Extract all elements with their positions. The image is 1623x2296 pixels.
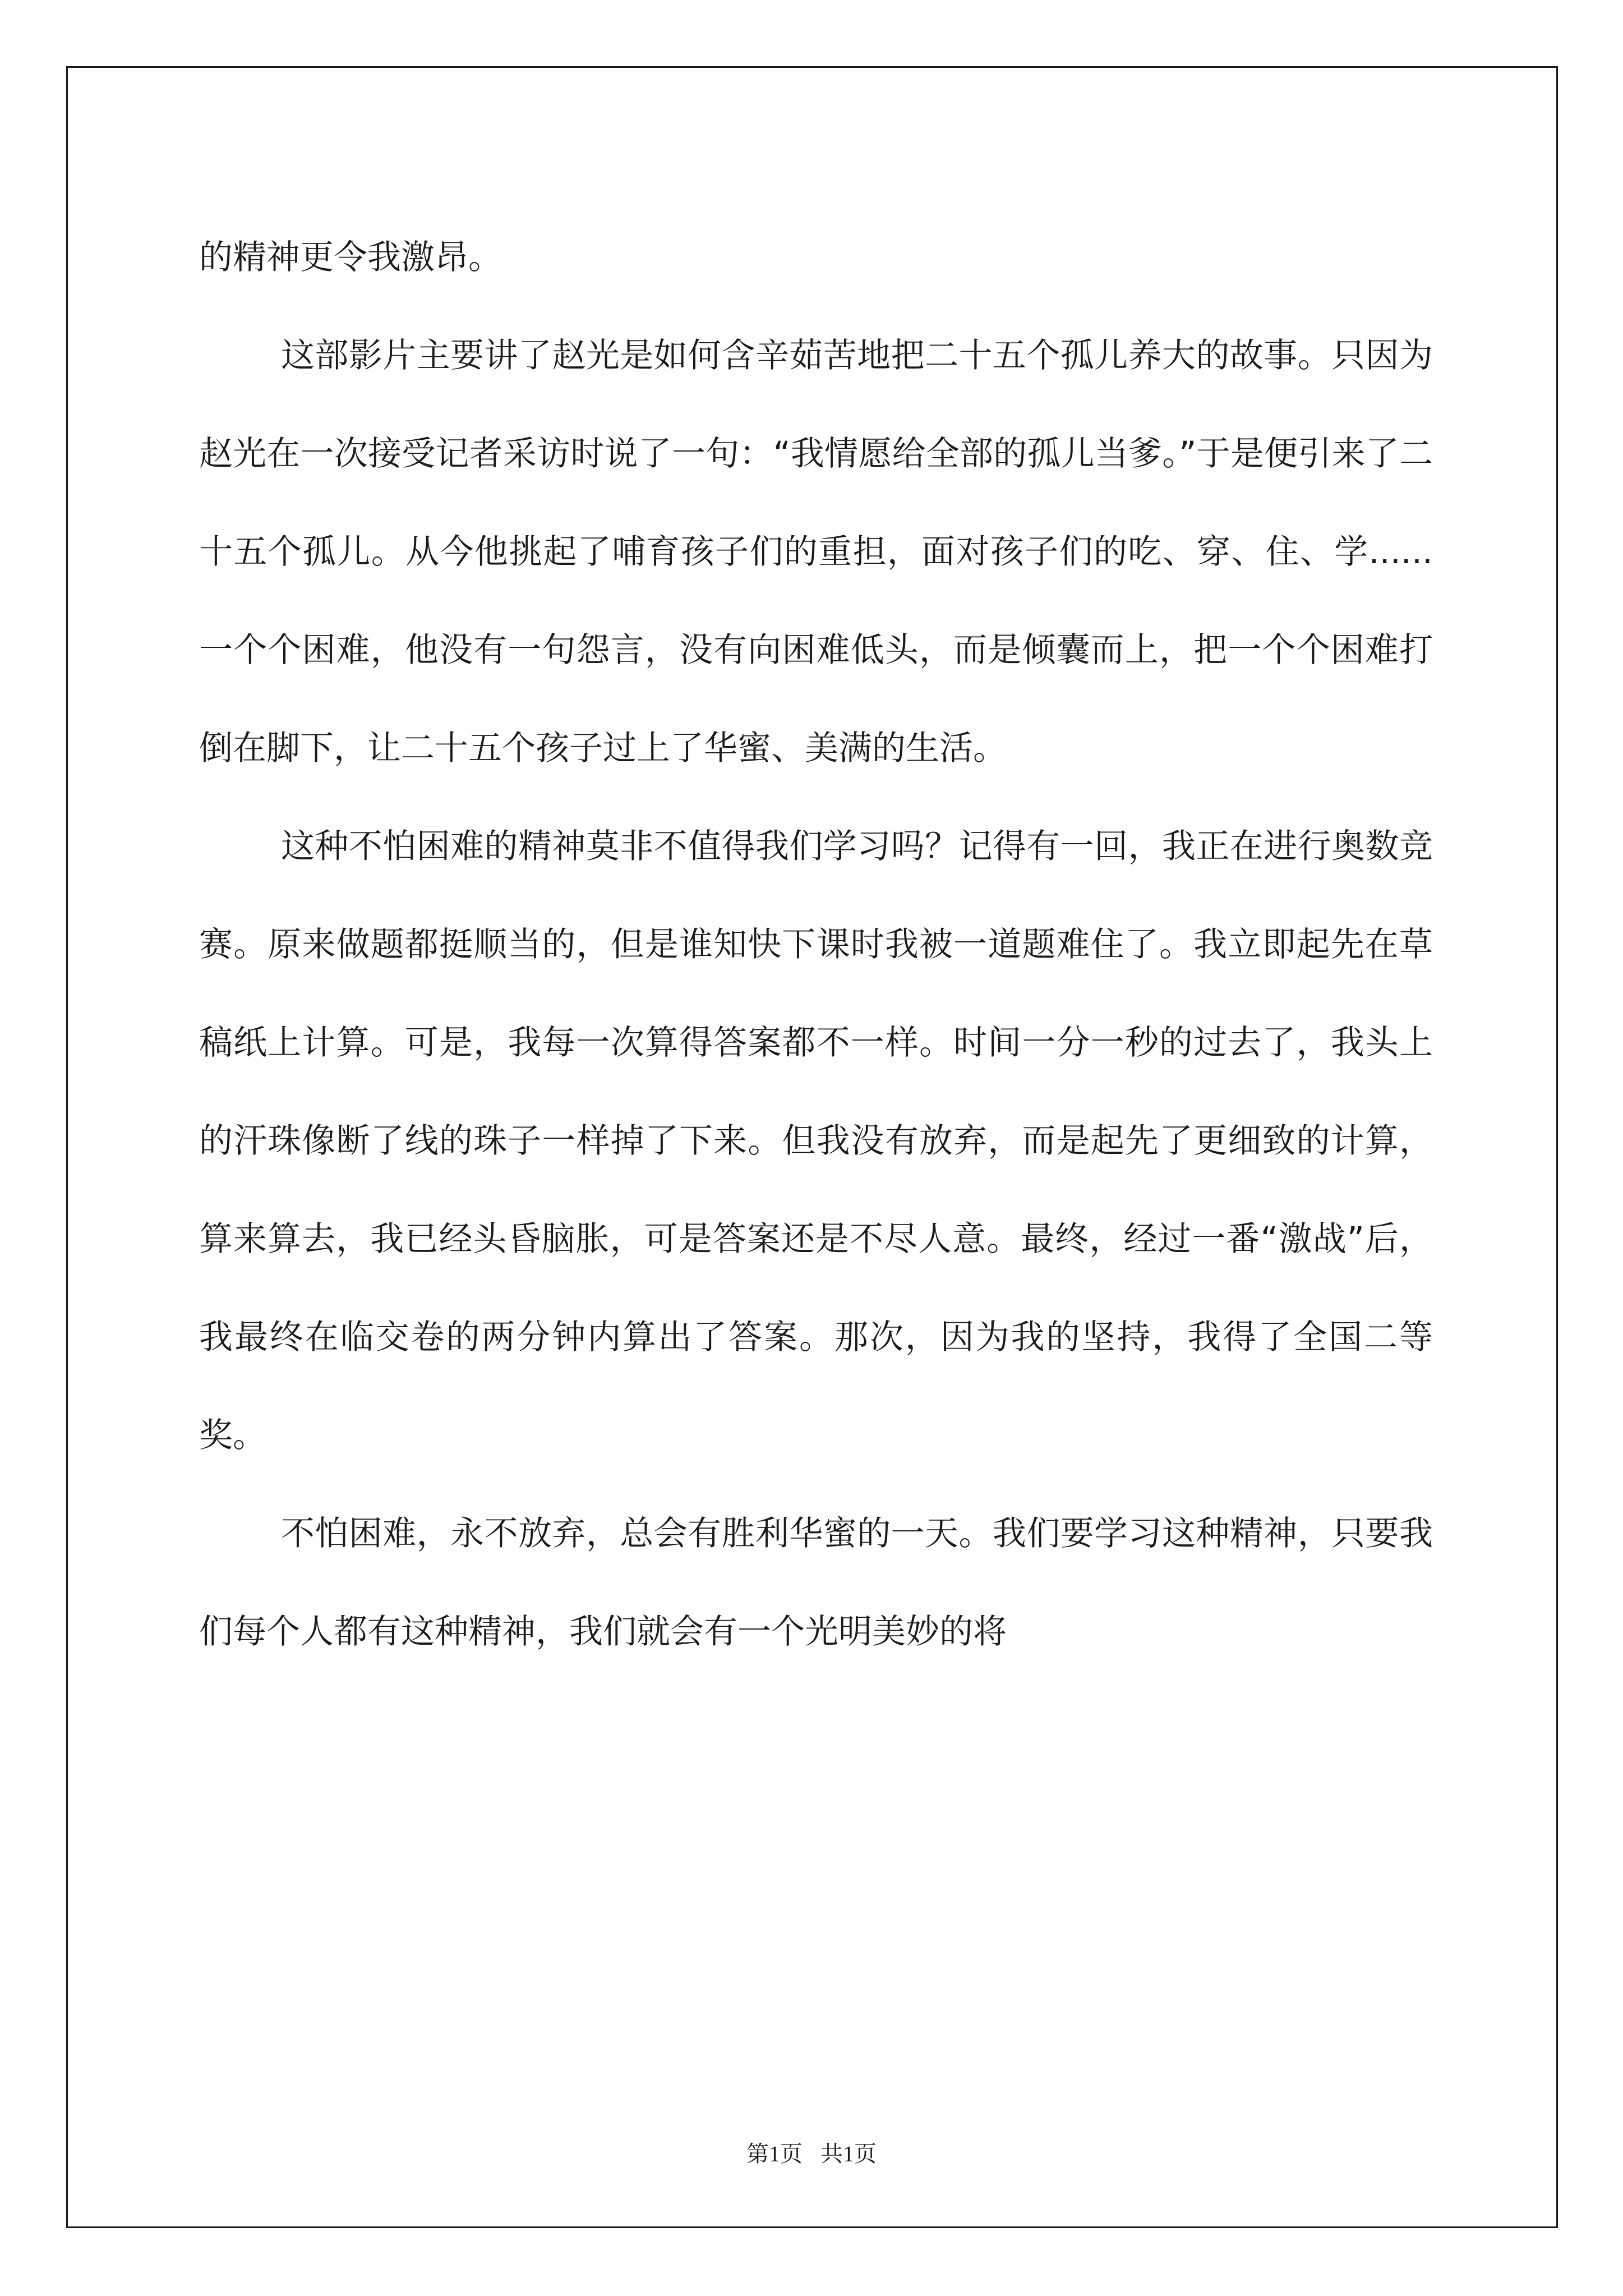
page-footer [0, 2136, 1623, 2168]
paragraph: 这种不怕困难的精神莫非不值得我们学习吗？记得有一回，我正在进行奥数竞赛。原来做题都挺顺当的，但是谁知快下课时我被一道题难住了。我立即起先在草稿纸上计算。可是，我每一次算得答案都不一样。时间一分一秒的过去了，我头上的汗珠像断了线的珠子一样掉了下来。但我没有放弃，而是起先了更细致的计算，算来算去，我已经头昏脑胀，可是答案还是不尽人意。最终，经过一番“激战”后，我最终在临交卷的两分钟内算出了答案。那次，因为我的坚持，我得了全国二等奖。 [199, 827, 1433, 1455]
document-body [199, 209, 1433, 1681]
page-total: 共1页 [820, 2141, 877, 2166]
paragraph: 的精神更令我激昂。 [199, 238, 502, 277]
paragraph: 这部影片主要讲了赵光是如何含辛茹苦地把二十五个孤儿养大的故事。只因为赵光在一次接受记者采访时说了一句：“我情愿给全部的孤儿当爹。”于是便引来了二十五个孤儿。从今他挑起了哺育孩子们的重担，面对孩子们的吃、穿、住、学......一个个困难，他没有一句怨言，没有向困难低头，而是倾囊而上，把一个个困难打倒在脚下，让二十五个孩子过上了华蜜、美满的生活。 [199, 336, 1433, 768]
paragraph: 不怕困难，永不放弃，总会有胜利华蜜的一天。我们要学习这种精神，只要我们每个人都有这种精神，我们就会有一个光明美妙的将 [199, 1514, 1433, 1651]
page-number: 第1页 [746, 2141, 803, 2166]
